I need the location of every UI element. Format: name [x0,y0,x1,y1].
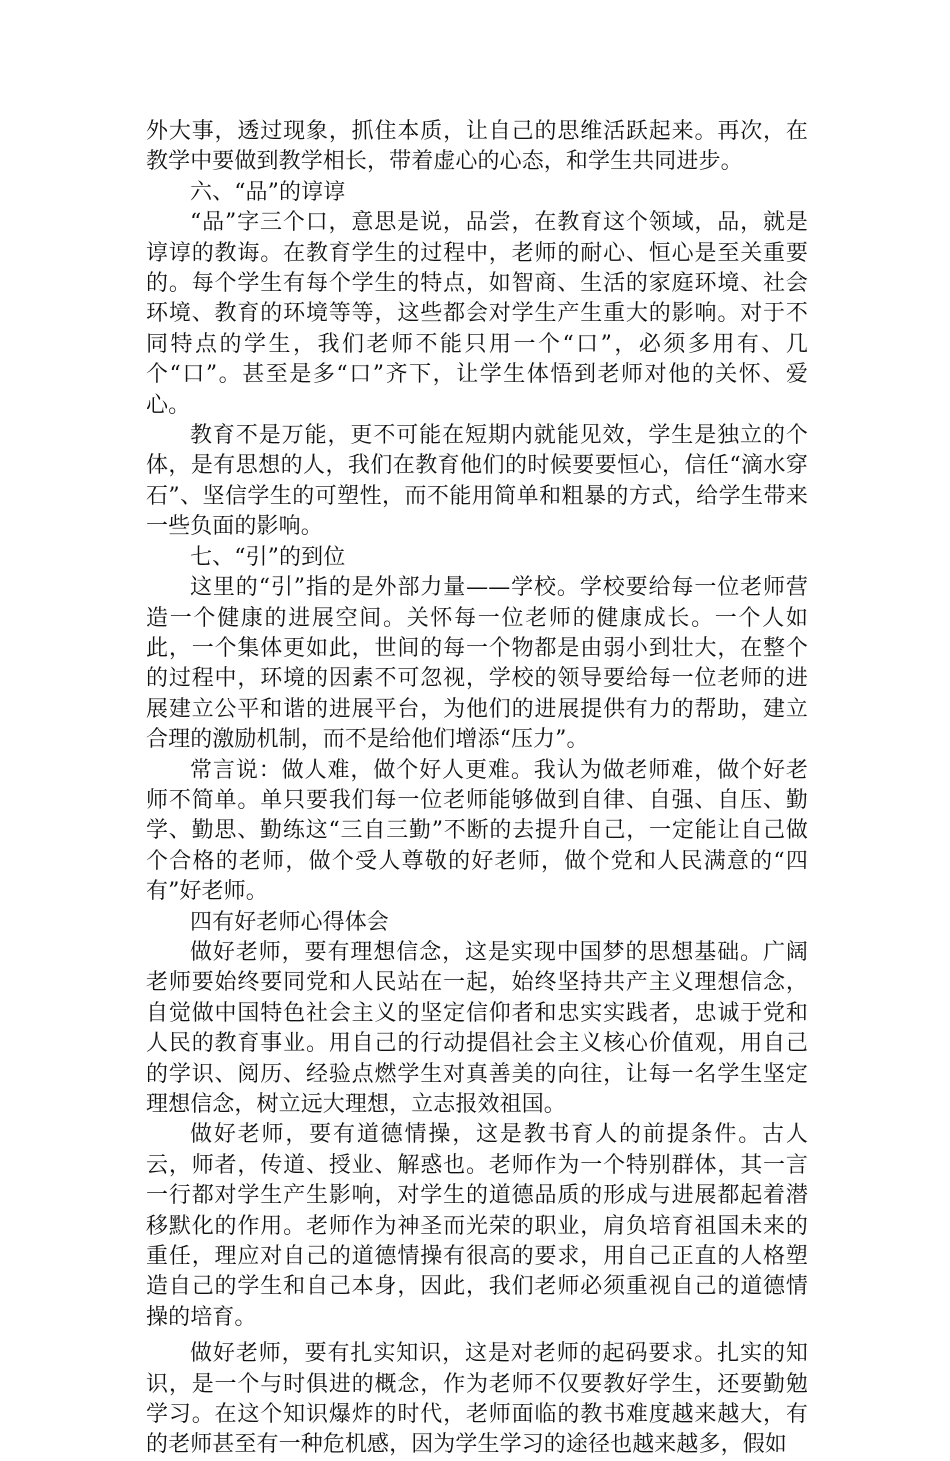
paragraph-continuation: 外大事，透过现象，抓住本质，让自己的思维活跃起来。再次，在教学中要做到教学相长，带着虚心的心态，和学生共同进步。 [146,119,808,175]
paragraph: 做好老师，要有理想信念，这是实现中国梦的思想基础。广阔老师要始终要同党和人民站在一起，始终坚持共产主义理想信念，自觉做中国特色社会主义的坚定信仰者和忠实实践者，忠诚于党和人民的教育事业。用自己的行动提倡社会主义核心价值观，用自己的学识、阅历、经验点燃学生对真善美的向往，让每一名学生坚定理想信念，树立远大理想，立志报效祖国。 [146,939,808,1117]
paragraph: 做好老师，要有扎实知识，这是对老师的起码要求。扎实的知识，是一个与时俱进的概念，作为老师不仅要教好学生，还要勤勉学习。在这个知识爆炸的时代，老师面临的教书难度越来越大，有的老师甚至有一种危机感，因为学生学习的途径也越来越多，假如 [146,1341,808,1458]
document-body [146,117,808,1461]
article-title: 四有好老师心得体会 [190,909,389,935]
section-heading-pin: 六、“品”的谆谆 [190,179,346,205]
section-heading-yin: 七、“引”的到位 [190,544,346,570]
paragraph: 做好老师，要有道德情操，这是教书育人的前提条件。古人云，师者，传道、授业、解惑也。老师作为一个特别群体，其一言一行都对学生产生影响，对学生的道德品质的形成与进展都起着潜移默化的作用。老师作为神圣而光荣的职业，肩负培育祖国未来的重任，理应对自己的道德情操有很高的要求，用自己正直的人格塑造自己的学生和自己本身，因此，我们老师必须重视自己的道德情操的培育。 [146,1122,808,1330]
paragraph: 常言说：做人难，做个好人更难。我认为做老师难，做个好老师不简单。单只要我们每一位老师能够做到自律、自强、自压、勤学、勤思、勤练这“三自三勤”不断的去提升自己，一定能让自己做个合格的老师，做个受人尊敬的好老师，做个党和人民满意的“四有”好老师。 [146,757,808,905]
paragraph: 这里的“引”指的是外部力量——学校。学校要给每一位老师营造一个健康的进展空间。关怀每一位老师的健康成长。一个人如此，一个集体更如此，世间的每一个物都是由弱小到壮大，在整个的过程中，环境的因素不可忽视，学校的领导要给每一位老师的进展建立公平和谐的进展平台，为他们的进展提供有力的帮助，建立合理的激励机制，而不是给他们增添“压力”。 [146,575,808,753]
paragraph: 教育不是万能，更不可能在短期内就能见效，学生是独立的个体，是有思想的人，我们在教育他们的时候要要恒心，信任“滴水穿石”、坚信学生的可塑性，而不能用简单和粗暴的方式，给学生带来一些负面的影响。 [146,423,808,540]
paragraph: “品”字三个口，意思是说，品尝，在教育这个领域，品，就是谆谆的教诲。在教育学生的过程中，老师的耐心、恒心是至关重要的。每个学生有每个学生的特点，如智商、生活的家庭环境、社会环境、教育的环境等等，这些都会对学生产生重大的影响。对于不同特点的学生，我们老师不能只用一个“口”，必须多用有、几个“口”。甚至是多“口”齐下，让学生体悟到老师对他的关怀、爱心。 [146,210,808,418]
